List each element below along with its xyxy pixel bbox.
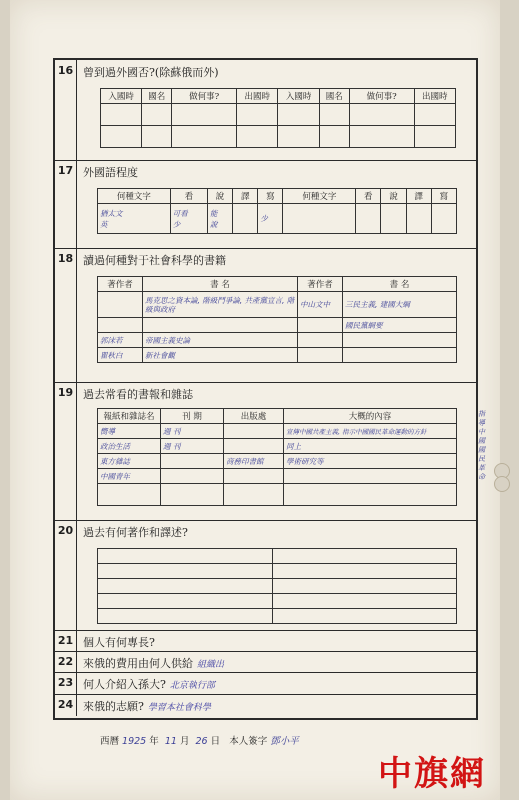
table-row: [98, 318, 457, 333]
title-cell: [343, 333, 457, 348]
table-row: [98, 439, 457, 454]
watermark-logo: 中旗網: [378, 754, 486, 794]
section-19: [55, 382, 476, 521]
author-cell: [298, 318, 343, 333]
section-16: [55, 60, 476, 161]
header-cell: 譯: [406, 189, 431, 204]
table-header-row: [101, 89, 456, 104]
question-21: 個人有何專長?: [83, 636, 155, 649]
table-row: [98, 579, 457, 594]
table-header-row: [98, 409, 457, 424]
header-cell: 出國時: [414, 89, 455, 104]
author-cell: [298, 348, 343, 363]
table-header-row: [98, 277, 457, 292]
section-number: 21: [55, 630, 77, 651]
header-cell: 報紙和雜誌名: [98, 409, 161, 424]
header-cell: 書 名: [143, 277, 298, 292]
question-24: 來俄的志願?: [83, 700, 144, 713]
periodical-name: 中國青年: [98, 469, 161, 484]
writings-table: [97, 548, 457, 624]
header-cell: 入國時: [278, 89, 319, 104]
content-summary: [284, 469, 457, 484]
question-19: 過去常看的書報和雜誌: [83, 388, 193, 401]
signature-name: 鄧小平: [270, 736, 299, 747]
section-number: 22: [55, 651, 77, 672]
table-row: [101, 104, 456, 126]
language-table: [97, 188, 457, 234]
table-row: [98, 424, 457, 439]
read-level: 可看: [172, 208, 188, 218]
table-row: [98, 484, 457, 506]
section-number: 20: [55, 520, 77, 630]
table-row: [98, 564, 457, 579]
date-prefix: 西曆: [100, 736, 120, 747]
header-cell: 著作者: [98, 277, 143, 292]
periodical-name: 嚮導: [98, 424, 161, 439]
section-number: 17: [55, 160, 77, 248]
issue-frequency: [161, 469, 224, 484]
language-name: 猶太文: [100, 208, 123, 218]
year-unit: 年: [149, 736, 159, 747]
write-level: 少: [260, 214, 268, 223]
content-summary: 學術研究等: [284, 454, 457, 469]
header-cell: 做何事?: [349, 89, 414, 104]
signature-day: 26: [195, 736, 208, 747]
section-21: [55, 630, 476, 652]
question-23: 何人介紹入孫大?: [83, 678, 166, 691]
header-cell: 大概的內容: [284, 409, 457, 424]
table-row: [98, 609, 457, 624]
header-cell: 刊 期: [161, 409, 224, 424]
table-row: [98, 348, 457, 363]
header-cell: 著作者: [298, 277, 343, 292]
language-name: 英: [100, 219, 108, 229]
section-18: [55, 248, 476, 383]
author-cell: [98, 292, 143, 318]
issue-frequency: [161, 454, 224, 469]
questionnaire-form: [53, 58, 478, 720]
content-summary: 同上: [284, 439, 457, 454]
table-row: [98, 292, 457, 318]
title-cell: 三民主義, 建國大綱: [343, 292, 457, 318]
publisher: 商務印書館: [224, 454, 284, 469]
publisher: [224, 469, 284, 484]
table-row: [98, 204, 457, 234]
question-18: 讀過何種對于社會科學的書籍: [83, 254, 226, 267]
header-cell: 何種文字: [98, 189, 171, 204]
header-cell: 國名: [142, 89, 172, 104]
header-cell: 看: [356, 189, 381, 204]
table-header-row: [98, 189, 457, 204]
answer-24: 學習本社會科學: [147, 703, 211, 713]
table-row: [98, 454, 457, 469]
header-cell: 何種文字: [283, 189, 356, 204]
signature-year: 1925: [122, 736, 147, 747]
read-level: 少: [172, 219, 181, 229]
header-cell: 國名: [319, 89, 349, 104]
header-cell: 說: [381, 189, 406, 204]
table-row: [98, 549, 457, 564]
section-22: [55, 651, 476, 673]
author-cell: [98, 318, 143, 333]
header-cell: 寫: [258, 189, 283, 204]
header-cell: 看: [170, 189, 207, 204]
speak-level: 能: [209, 208, 218, 218]
month-unit: 月: [179, 736, 190, 747]
section-number: 19: [55, 382, 77, 520]
margin-note: 指導中國國民革命: [478, 410, 485, 481]
header-cell: 入國時: [101, 89, 142, 104]
answer-22: 組織出: [197, 660, 225, 670]
table-row: [101, 126, 456, 148]
title-cell: 國民黨網要: [343, 318, 457, 333]
question-22: 來俄的費用由何人供給: [83, 657, 193, 670]
section-number: 23: [55, 672, 77, 694]
header-cell: 說: [207, 189, 232, 204]
header-cell: 做何事?: [172, 89, 237, 104]
books-table: [97, 276, 457, 363]
author-cell: [298, 333, 343, 348]
section-number: 18: [55, 248, 77, 382]
header-cell: 寫: [431, 189, 456, 204]
title-cell: [343, 348, 457, 363]
periodicals-table: [97, 408, 457, 506]
header-cell: 譯: [233, 189, 258, 204]
publisher: [224, 424, 284, 439]
travel-table: [100, 88, 456, 148]
header-cell: 書 名: [343, 277, 457, 292]
title-cell: [143, 318, 298, 333]
section-23: [55, 672, 476, 695]
signature-line: [100, 733, 299, 747]
header-cell: 出版處: [224, 409, 284, 424]
section-number: 16: [55, 60, 77, 160]
periodical-name: 東方雜誌: [98, 454, 161, 469]
answer-23: 北京執行部: [169, 681, 215, 691]
title-cell: 新社會觀: [143, 348, 298, 363]
table-row: [98, 469, 457, 484]
punch-hole: [494, 476, 510, 492]
section-17: [55, 160, 476, 249]
author-cell: 郭沫若: [98, 333, 143, 348]
issue-frequency: 週 刊: [161, 439, 224, 454]
question-20: 過去有何著作和譯述?: [83, 526, 188, 539]
publisher: [224, 439, 284, 454]
author-cell: 中山文中: [298, 292, 343, 318]
day-unit: 日: [210, 736, 221, 747]
signature-label: 本人簽字: [229, 736, 268, 747]
header-cell: 出國時: [237, 89, 278, 104]
author-cell: 瞿秋白: [98, 348, 143, 363]
table-row: [98, 594, 457, 609]
section-20: [55, 520, 476, 631]
section-number: 24: [55, 694, 77, 716]
question-16: 曾到過外國否?(除蘇俄而外): [83, 66, 219, 79]
table-row: [98, 333, 457, 348]
speak-level: 說: [209, 219, 218, 229]
question-17: 外國語程度: [83, 166, 138, 179]
title-cell: 馬克思之資本論, 階級鬥爭論, 共產黨宣言, 階級與政府: [143, 292, 298, 318]
signature-month: 11: [164, 736, 177, 747]
content-summary: 宣傳中國共產主義, 指示中國國民革命運動的方針: [284, 424, 457, 439]
issue-frequency: 週 刊: [161, 424, 224, 439]
periodical-name: 政治生活: [98, 439, 161, 454]
title-cell: 帝國主義史論: [143, 333, 298, 348]
section-24: [55, 694, 476, 716]
